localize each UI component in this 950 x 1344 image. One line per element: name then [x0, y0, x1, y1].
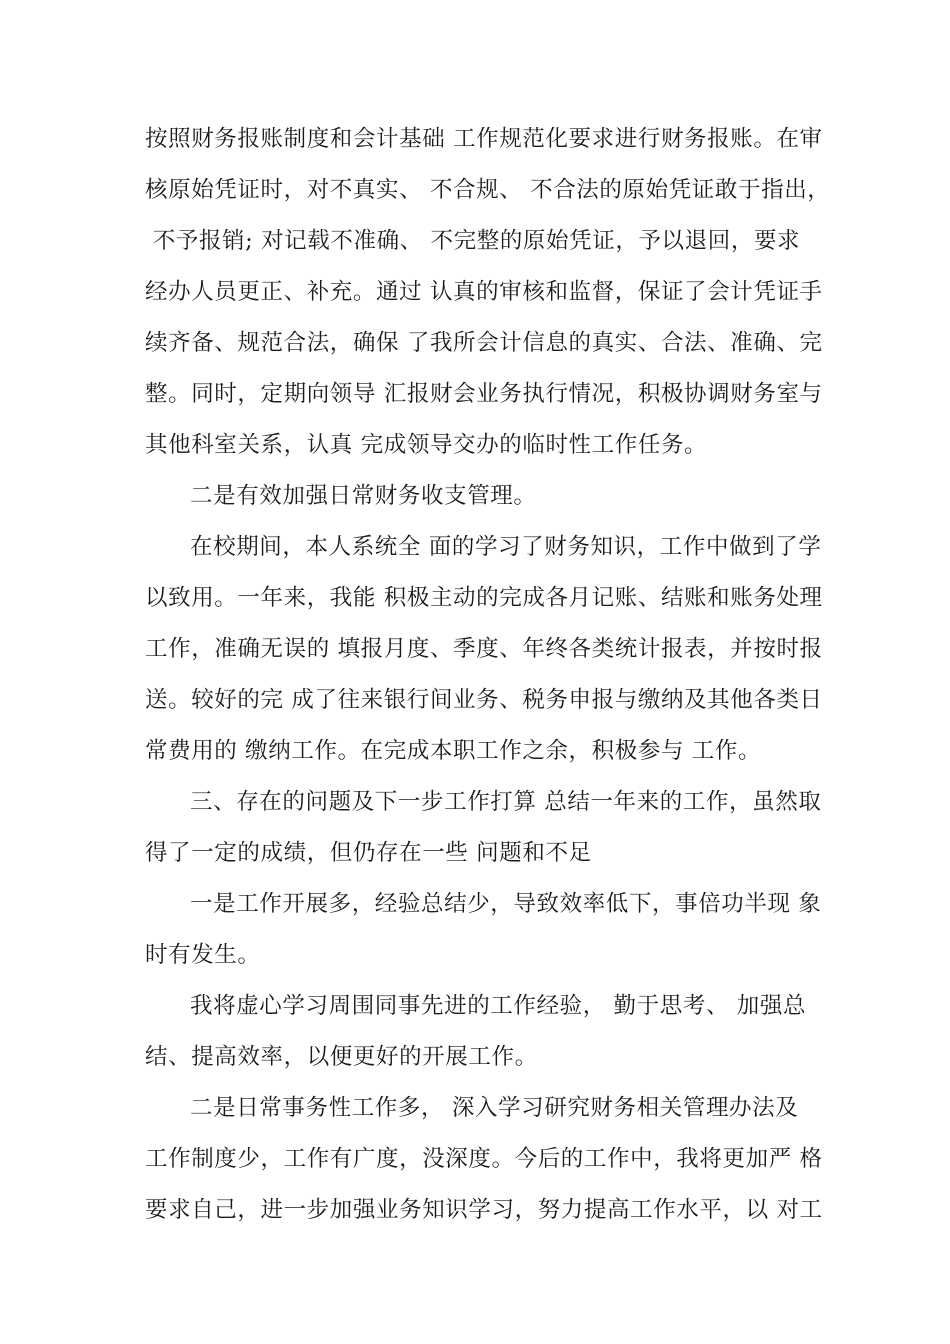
- text-line: 得了一定的成绩，但仍存在一些 问题和不足: [145, 840, 592, 866]
- text-line: 经办人员更正、补充。通过 认真的审核和监督，保证了会计凭证手: [145, 279, 823, 305]
- text-line: 送。较好的完 成了往来银行间业务、税务申报与缴纳及其他各类日: [145, 687, 823, 713]
- text-line: 按照财务报账制度和会计基础 工作规范化要求进行财务报账。在审: [145, 126, 823, 152]
- text-line: 其他科室关系，认真 完成领导交办的临时性工作任务。: [145, 432, 708, 458]
- section-heading: 三、存在的问题及下一步工作打算 总结一年来的工作，虽然取: [190, 789, 822, 815]
- text-line: 时有发生。: [145, 942, 261, 968]
- text-line: 工作制度少，工作有广度，没深度。今后的工作中，我将更加严 格: [145, 1146, 823, 1172]
- text-line: 工作，准确无误的 填报月度、季度、年终各类统计报表，并按时报: [145, 636, 823, 662]
- section-heading: 二是有效加强日常财务收支管理。: [190, 483, 537, 509]
- text-line: 结、提高效率，以便更好的开展工作。: [145, 1044, 538, 1070]
- text-line: 在校期间，本人系统全 面的学习了财务知识，工作中做到了学: [190, 534, 822, 560]
- text-line: 常费用的 缴纳工作。在完成本职工作之余，积极参与 工作。: [145, 738, 762, 764]
- text-line: 一是工作开展多，经验总结少，导致效率低下，事倍功半现 象: [190, 891, 822, 917]
- text-line: 以致用。一年来，我能 积极主动的完成各月记账、结账和账务处理: [145, 585, 823, 611]
- text-line: 要求自己，进一步加强业务知识学习，努力提高工作水平，以 对工: [145, 1197, 823, 1223]
- text-line: 我将虚心学习周围同事先进的工作经验， 勤于思考、 加强总: [190, 993, 807, 1019]
- text-line: 不予报销; 对记载不准确、 不完整的原始凭证，予以退回，要求: [145, 228, 801, 254]
- text-line: 二是日常事务性工作多， 深入学习研究财务相关管理办法及: [190, 1095, 799, 1121]
- text-line: 核原始凭证时，对不真实、 不合规、 不合法的原始凭证敢于指出，: [145, 177, 831, 203]
- text-line: 续齐备、规范合法，确保 了我所会计信息的真实、合法、准确、完: [145, 330, 823, 356]
- text-line: 整。同时，定期向领导 汇报财会业务执行情况，积极协调财务室与: [145, 381, 823, 407]
